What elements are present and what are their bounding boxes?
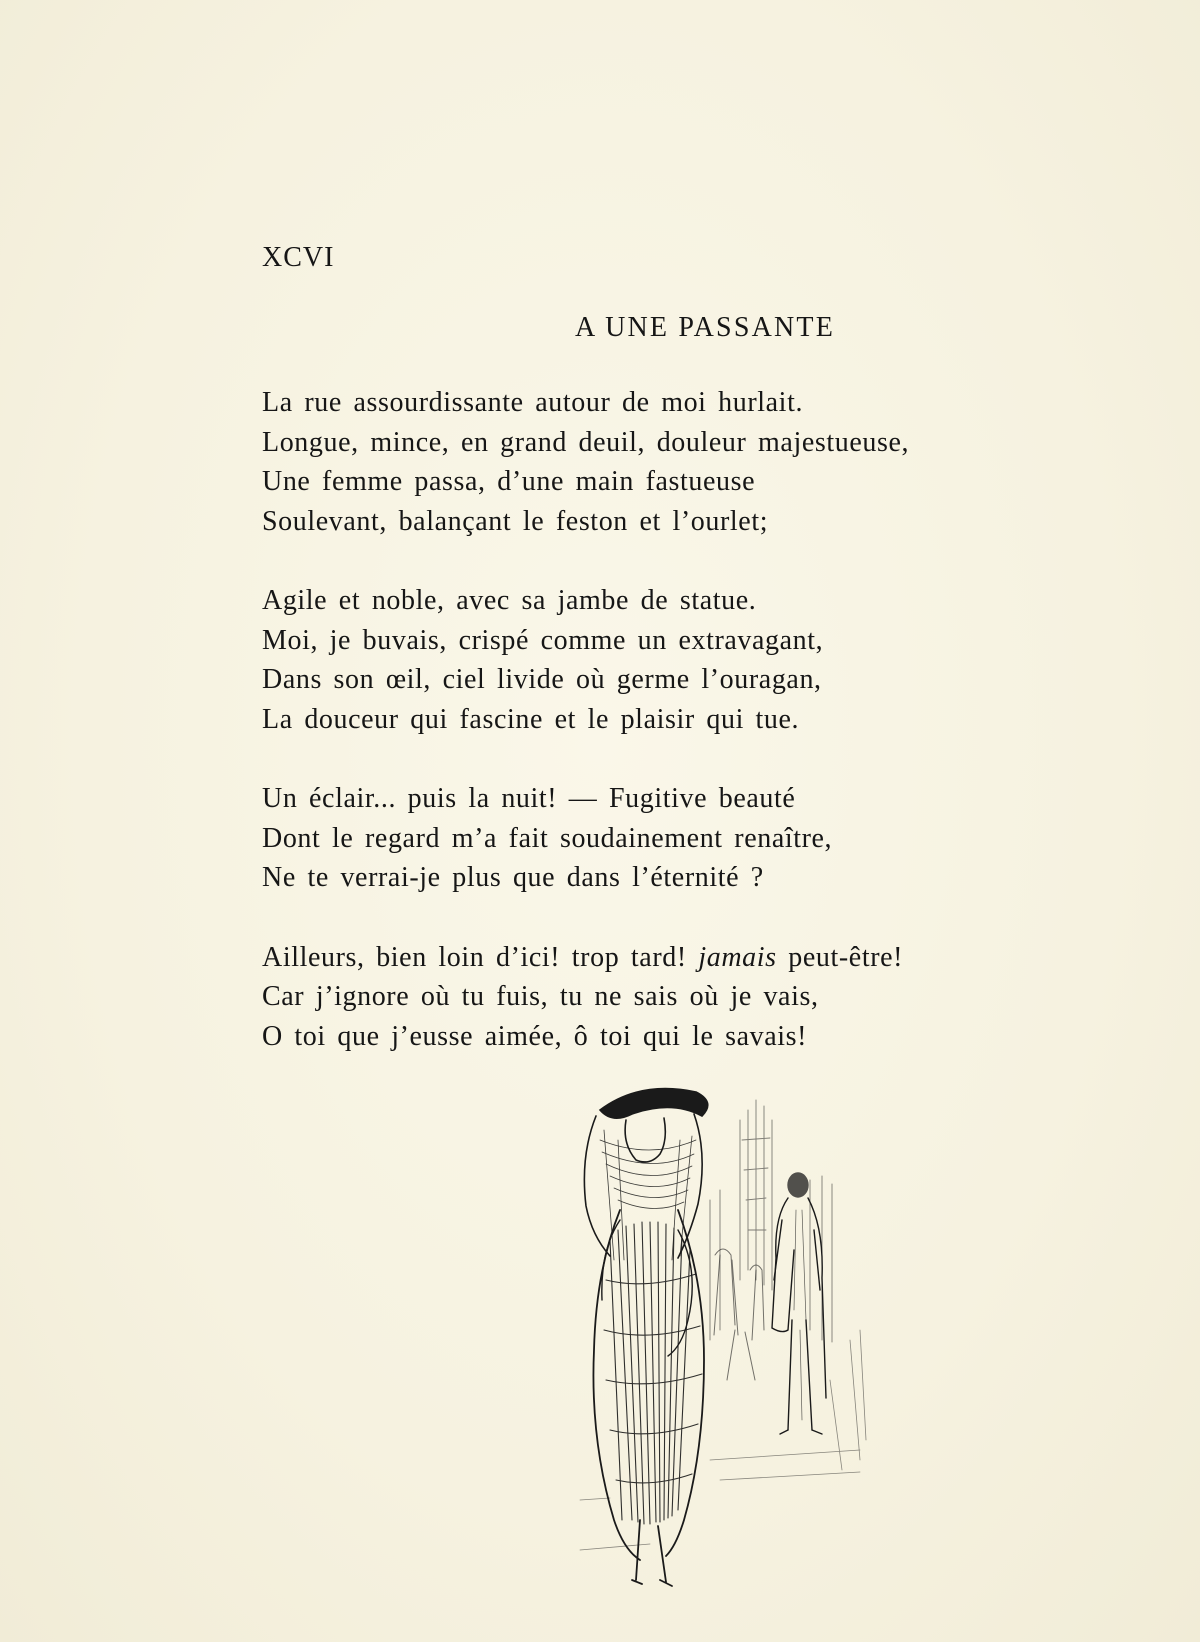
- poem-title: A UNE PASSANTE: [575, 312, 836, 343]
- verse-line: La douceur qui fascine et le plaisir qui tue.: [262, 703, 800, 735]
- verse-line: Agile et noble, avec sa jambe de statue.: [262, 585, 757, 616]
- stanza-3: [262, 779, 1022, 898]
- verse-italic-word: jamais: [698, 941, 777, 973]
- stanza-2: [262, 581, 1022, 739]
- poem-body: [262, 383, 1022, 1096]
- verse-line: Un éclair... puis la nuit! — Fugitive beauté: [262, 783, 796, 814]
- verse-line: Ne te verrai-je plus que dans l’éternité ?: [262, 862, 764, 893]
- verse-line: Longue, mince, en grand deuil, douleur majestueuse,: [262, 426, 910, 458]
- etching-woman-in-mourning-veil-street-scene-icon: [560, 1080, 890, 1600]
- verse-line: Soulevant, balançant le feston et l’ourlet;: [262, 505, 769, 537]
- verse-line: Moi, je buvais, crispé comme un extravagant,: [262, 624, 824, 656]
- verse-line: O toi que j’eusse aimée, ô toi qui le savais!: [262, 1020, 808, 1052]
- stanza-1: [262, 383, 1022, 541]
- verse-line: Une femme passa, d’une main fastueuse: [262, 466, 756, 497]
- verse-line: Dans son œil, ciel livide où germe l’ouragan,: [262, 664, 822, 695]
- verse-segment: peut-être!: [776, 941, 904, 973]
- stanza-4: [262, 938, 1022, 1057]
- poem-number: XCVI: [262, 242, 335, 273]
- verse-line: Dont le regard m’a fait soudainement renaître,: [262, 822, 833, 854]
- verse-line: Car j’ignore où tu fuis, tu ne sais où je vais,: [262, 981, 819, 1012]
- verse-line-with-italic: [262, 938, 1022, 978]
- verse-line: La rue assourdissante autour de moi hurlait.: [262, 387, 804, 418]
- verse-segment: Ailleurs, bien loin d’ici! trop tard!: [262, 941, 699, 973]
